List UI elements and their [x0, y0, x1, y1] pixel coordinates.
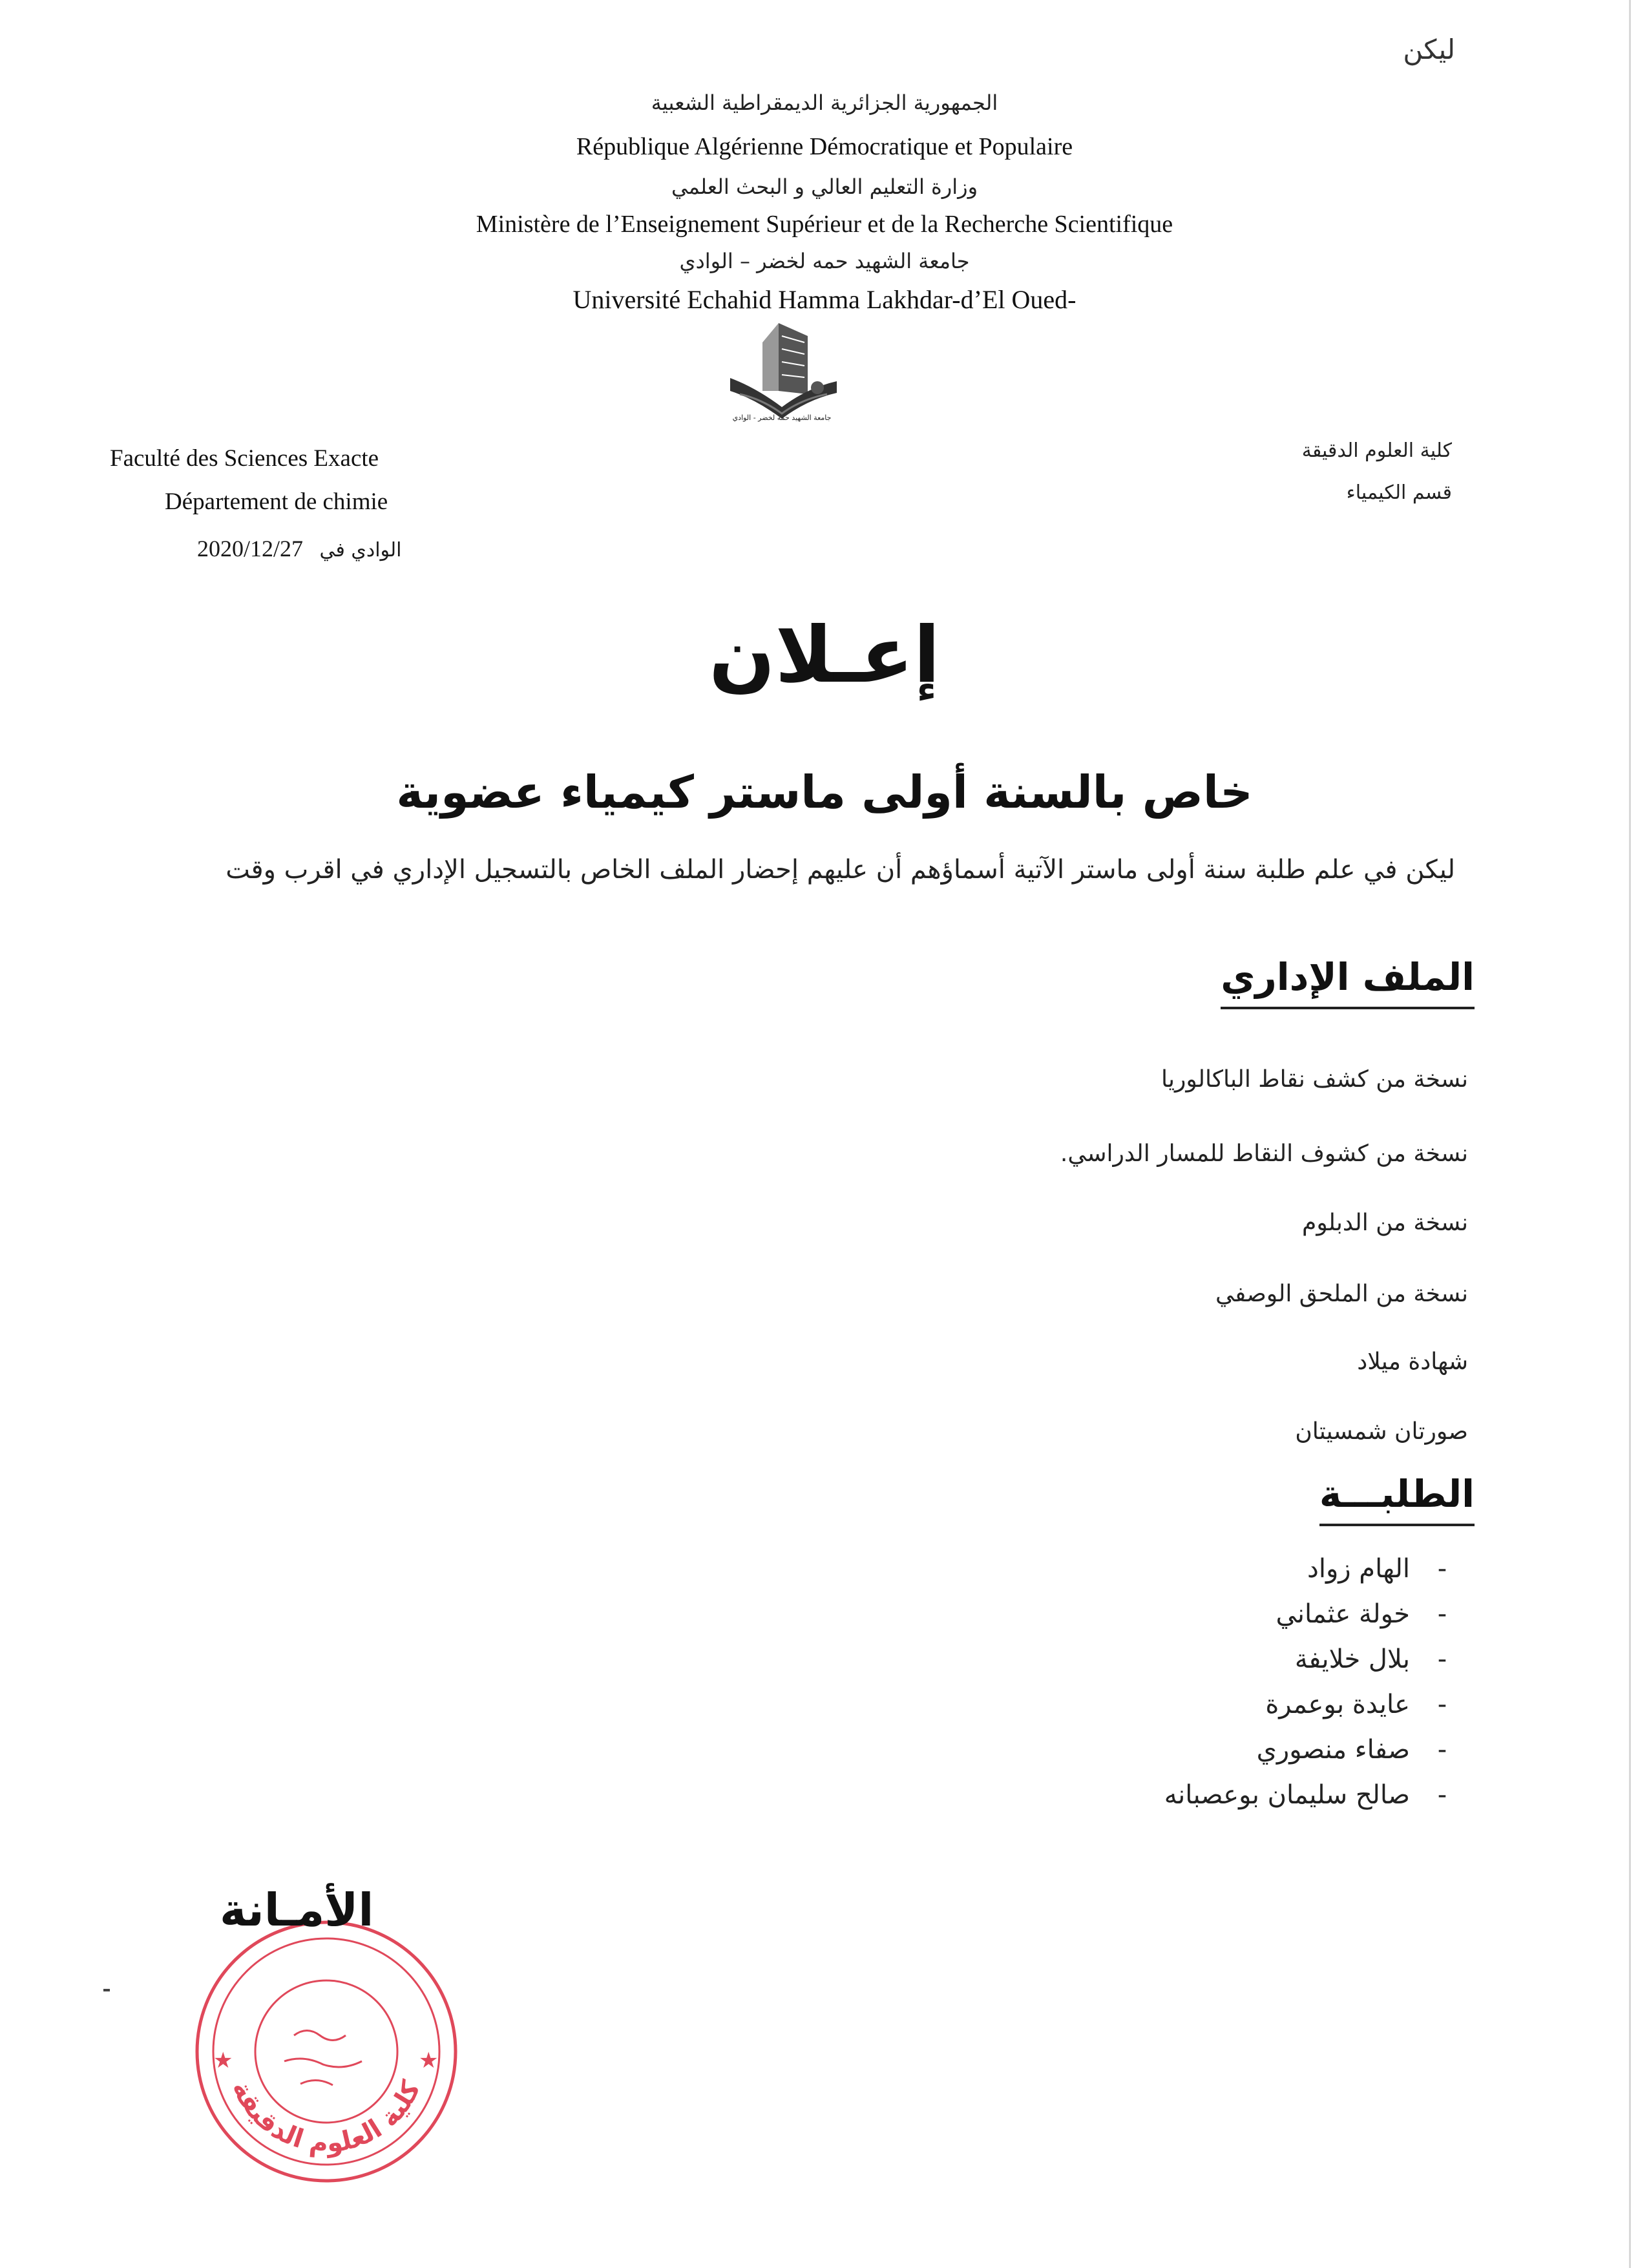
department-arabic: قسم الكيمياء	[1346, 481, 1452, 504]
student-name: خولة عثماني	[1276, 1599, 1410, 1629]
announcement-intro: ليكن في علم طلبة سنة أولى ماستر الآتية أسماؤهم أن عليهم إحضار الملف الخاص بالتسجيل الإداري في اقرب وقت	[226, 855, 1455, 885]
student-name: صالح سليمان بوعصبانه	[1164, 1780, 1410, 1810]
announcement-subtitle: خاص بالسنة أولى ماستر كيمياء عضوية	[396, 766, 1253, 819]
requirement-item: نسخة من الملحق الوصفي	[1215, 1281, 1468, 1307]
svg-text:★: ★	[419, 2048, 439, 2074]
students-heading: الطلبـــة	[1319, 1472, 1475, 1526]
student-name: بلال خلايفة	[1294, 1644, 1410, 1674]
requirement-item: شهادة ميلاد	[1357, 1349, 1468, 1375]
university-arabic: جامعة الشهيد حمه لخضر – الوادي	[679, 249, 970, 273]
admin-file-heading: الملف الإداري	[1221, 955, 1475, 1009]
student-list-item: -الهام زواد	[1307, 1554, 1447, 1584]
faculty-french: Faculté des Sciences Exacte	[110, 445, 379, 472]
republic-french: République Algérienne Démocratique et Populaire	[576, 133, 1073, 160]
requirement-item: نسخة من الدبلوم	[1302, 1210, 1468, 1236]
student-list-item: -بلال خلايفة	[1294, 1644, 1447, 1674]
document-date: 2020/12/27	[197, 536, 304, 562]
ministry-arabic: وزارة التعليم العالي و البحث العلمي	[671, 174, 978, 199]
logo-caption: جامعة الشهيد حمه لخضر - الوادي	[732, 414, 832, 422]
ministry-french: Ministère de l’Enseignement Supérieur et de la Recherche Scientifique	[476, 211, 1173, 238]
requirement-item: نسخة من كشوف النقاط للمسار الدراسي.	[1060, 1140, 1468, 1167]
stamp-text: كلية العلوم الدقيقة	[226, 2076, 426, 2159]
requirement-item: صورتان شمسيتان	[1295, 1418, 1468, 1445]
svg-text:★: ★	[213, 2048, 233, 2074]
student-list-item: -عايدة بوعمرة	[1265, 1690, 1447, 1719]
faculty-arabic: كلية العلوم الدقيقة	[1301, 439, 1452, 462]
date-prefix: الوادي في	[319, 539, 402, 562]
date-line	[197, 535, 402, 562]
student-list-item: -صالح سليمان بوعصبانه	[1164, 1780, 1447, 1810]
student-name: صفاء منصوري	[1256, 1735, 1410, 1765]
student-name: الهام زواد	[1307, 1554, 1410, 1584]
requirement-item: نسخة من كشف نقاط الباكالوريا	[1161, 1066, 1468, 1093]
university-french: Université Echahid Hamma Lakhdar-d’El Oued-	[572, 285, 1077, 314]
scan-speck	[103, 1989, 110, 1991]
republic-arabic: الجمهورية الجزائرية الديمقراطية الشعبية	[651, 90, 998, 115]
scan-edge-line	[1629, 0, 1631, 2268]
top-handwritten-note: ليكن	[1403, 34, 1455, 65]
signature-secretariat: الأمـانة	[220, 1884, 374, 1937]
announcement-title: إعـلان	[709, 611, 940, 700]
official-stamp	[187, 1913, 465, 2190]
student-list-item: -خولة عثماني	[1276, 1599, 1447, 1629]
student-list-item: -صفاء منصوري	[1256, 1735, 1447, 1765]
department-french: Département de chimie	[165, 488, 388, 515]
student-name: عايدة بوعمرة	[1265, 1690, 1410, 1719]
